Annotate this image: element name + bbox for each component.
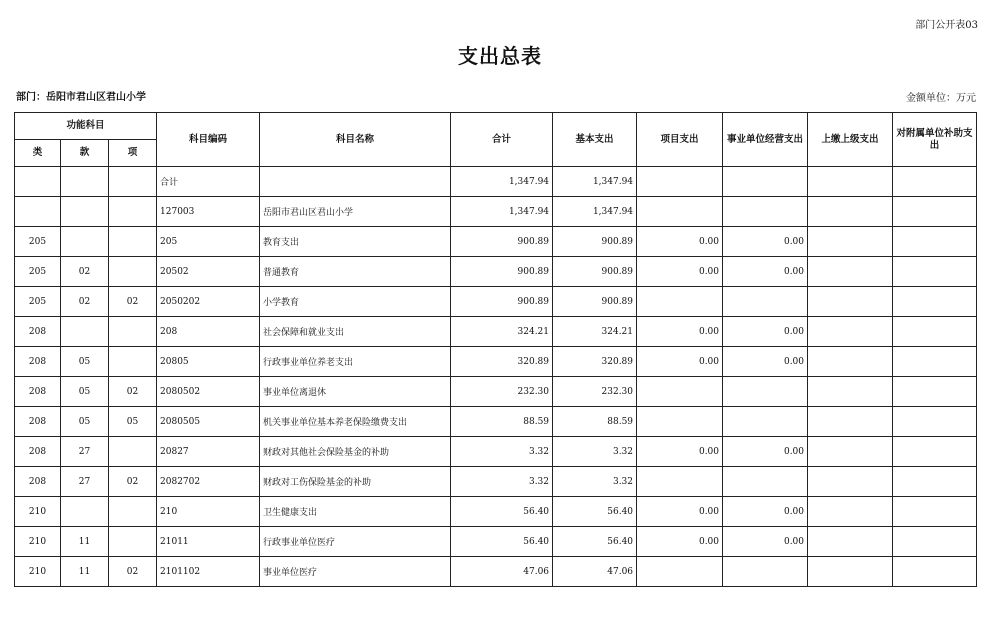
table-row bbox=[15, 557, 977, 587]
cell-biz: 0.00 bbox=[723, 437, 808, 467]
cell-basic: 1,347.94 bbox=[553, 197, 637, 227]
cell-name: 财政对其他社会保险基金的补助 bbox=[260, 437, 451, 467]
cell-kuan: 05 bbox=[61, 377, 109, 407]
cell-code: 205 bbox=[157, 227, 260, 257]
cell-basic: 47.06 bbox=[553, 557, 637, 587]
cell-xiang: 05 bbox=[109, 407, 157, 437]
cell-lei: 210 bbox=[15, 497, 61, 527]
header-biz: 事业单位经营支出 bbox=[723, 113, 808, 167]
cell-upper bbox=[808, 497, 893, 527]
cell-kuan: 11 bbox=[61, 527, 109, 557]
cell-basic: 900.89 bbox=[553, 227, 637, 257]
cell-lei: 205 bbox=[15, 287, 61, 317]
cell-basic: 232.30 bbox=[553, 377, 637, 407]
cell-lei: 208 bbox=[15, 317, 61, 347]
cell-upper bbox=[808, 527, 893, 557]
cell-name: 岳阳市君山区君山小学 bbox=[260, 197, 451, 227]
cell-basic: 56.40 bbox=[553, 497, 637, 527]
cell-biz: 0.00 bbox=[723, 257, 808, 287]
cell-project: 0.00 bbox=[637, 317, 723, 347]
cell-code: 20502 bbox=[157, 257, 260, 287]
cell-total: 1,347.94 bbox=[451, 197, 553, 227]
cell-lei: 210 bbox=[15, 557, 61, 587]
cell-basic: 3.32 bbox=[553, 467, 637, 497]
cell-subsidy bbox=[893, 467, 977, 497]
cell-project: 0.00 bbox=[637, 227, 723, 257]
cell-name: 行政事业单位养老支出 bbox=[260, 347, 451, 377]
header-basic: 基本支出 bbox=[553, 113, 637, 167]
cell-upper bbox=[808, 557, 893, 587]
table-row bbox=[15, 257, 977, 287]
cell-xiang bbox=[109, 167, 157, 197]
table-row bbox=[15, 287, 977, 317]
cell-project: 0.00 bbox=[637, 437, 723, 467]
cell-code: 208 bbox=[157, 317, 260, 347]
table-row bbox=[15, 467, 977, 497]
cell-upper bbox=[808, 227, 893, 257]
cell-subsidy bbox=[893, 287, 977, 317]
cell-upper bbox=[808, 437, 893, 467]
cell-subsidy bbox=[893, 167, 977, 197]
cell-lei: 208 bbox=[15, 347, 61, 377]
header-lei: 类 bbox=[15, 140, 61, 167]
header-name: 科目名称 bbox=[260, 113, 451, 167]
header-upper: 上缴上级支出 bbox=[808, 113, 893, 167]
cell-project: 0.00 bbox=[637, 257, 723, 287]
cell-subsidy bbox=[893, 557, 977, 587]
cell-subsidy bbox=[893, 257, 977, 287]
expenditure-table bbox=[14, 112, 977, 587]
cell-lei: 205 bbox=[15, 227, 61, 257]
table-row bbox=[15, 527, 977, 557]
cell-kuan bbox=[61, 227, 109, 257]
cell-lei: 208 bbox=[15, 377, 61, 407]
cell-name: 事业单位离退休 bbox=[260, 377, 451, 407]
cell-upper bbox=[808, 407, 893, 437]
cell-lei bbox=[15, 197, 61, 227]
cell-xiang bbox=[109, 527, 157, 557]
cell-kuan: 05 bbox=[61, 347, 109, 377]
cell-subsidy bbox=[893, 347, 977, 377]
cell-lei: 208 bbox=[15, 467, 61, 497]
cell-project bbox=[637, 197, 723, 227]
cell-project: 0.00 bbox=[637, 527, 723, 557]
cell-xiang: 02 bbox=[109, 467, 157, 497]
cell-upper bbox=[808, 317, 893, 347]
header-total: 合计 bbox=[451, 113, 553, 167]
table-row bbox=[15, 167, 977, 197]
cell-name: 小学教育 bbox=[260, 287, 451, 317]
cell-total: 900.89 bbox=[451, 227, 553, 257]
cell-upper bbox=[808, 377, 893, 407]
cell-kuan: 27 bbox=[61, 467, 109, 497]
form-number: 部门公开表03 bbox=[915, 20, 978, 31]
cell-basic: 320.89 bbox=[553, 347, 637, 377]
cell-xiang bbox=[109, 257, 157, 287]
cell-biz: 0.00 bbox=[723, 527, 808, 557]
cell-subsidy bbox=[893, 437, 977, 467]
cell-total: 900.89 bbox=[451, 257, 553, 287]
cell-xiang: 02 bbox=[109, 377, 157, 407]
cell-subsidy bbox=[893, 497, 977, 527]
table-row bbox=[15, 197, 977, 227]
cell-basic: 900.89 bbox=[553, 257, 637, 287]
cell-subsidy bbox=[893, 317, 977, 347]
cell-kuan bbox=[61, 317, 109, 347]
cell-code: 127003 bbox=[157, 197, 260, 227]
cell-name: 财政对工伤保险基金的补助 bbox=[260, 467, 451, 497]
header-subsidy: 对附属单位补助支出 bbox=[893, 113, 977, 167]
table-row bbox=[15, 227, 977, 257]
cell-kuan: 27 bbox=[61, 437, 109, 467]
cell-project: 0.00 bbox=[637, 497, 723, 527]
cell-upper bbox=[808, 197, 893, 227]
cell-name: 卫生健康支出 bbox=[260, 497, 451, 527]
cell-biz bbox=[723, 377, 808, 407]
cell-biz bbox=[723, 167, 808, 197]
cell-code: 合计 bbox=[157, 167, 260, 197]
cell-total: 47.06 bbox=[451, 557, 553, 587]
cell-total: 1,347.94 bbox=[451, 167, 553, 197]
cell-biz bbox=[723, 197, 808, 227]
cell-lei: 208 bbox=[15, 437, 61, 467]
header-kuan: 款 bbox=[61, 140, 109, 167]
cell-xiang bbox=[109, 197, 157, 227]
cell-kuan bbox=[61, 197, 109, 227]
table-row bbox=[15, 497, 977, 527]
table-row bbox=[15, 437, 977, 467]
cell-project bbox=[637, 287, 723, 317]
cell-total: 3.32 bbox=[451, 437, 553, 467]
cell-code: 210 bbox=[157, 497, 260, 527]
cell-code: 2082702 bbox=[157, 467, 260, 497]
cell-kuan: 05 bbox=[61, 407, 109, 437]
cell-total: 56.40 bbox=[451, 527, 553, 557]
cell-kuan bbox=[61, 497, 109, 527]
cell-code: 2080502 bbox=[157, 377, 260, 407]
cell-kuan bbox=[61, 167, 109, 197]
cell-xiang bbox=[109, 227, 157, 257]
cell-project bbox=[637, 167, 723, 197]
header-project: 项目支出 bbox=[637, 113, 723, 167]
cell-kuan: 11 bbox=[61, 557, 109, 587]
cell-lei: 208 bbox=[15, 407, 61, 437]
cell-subsidy bbox=[893, 377, 977, 407]
cell-basic: 900.89 bbox=[553, 287, 637, 317]
cell-xiang bbox=[109, 497, 157, 527]
cell-basic: 324.21 bbox=[553, 317, 637, 347]
cell-basic: 3.32 bbox=[553, 437, 637, 467]
cell-total: 320.89 bbox=[451, 347, 553, 377]
cell-biz bbox=[723, 467, 808, 497]
cell-biz bbox=[723, 287, 808, 317]
cell-subsidy bbox=[893, 527, 977, 557]
cell-upper bbox=[808, 257, 893, 287]
cell-upper bbox=[808, 347, 893, 377]
cell-lei: 205 bbox=[15, 257, 61, 287]
cell-xiang bbox=[109, 347, 157, 377]
table-row bbox=[15, 377, 977, 407]
table-row bbox=[15, 317, 977, 347]
cell-xiang bbox=[109, 317, 157, 347]
cell-code: 20805 bbox=[157, 347, 260, 377]
cell-name: 教育支出 bbox=[260, 227, 451, 257]
cell-biz: 0.00 bbox=[723, 497, 808, 527]
table-body bbox=[15, 167, 977, 587]
cell-subsidy bbox=[893, 407, 977, 437]
cell-biz: 0.00 bbox=[723, 347, 808, 377]
header-func-subject: 功能科目 bbox=[15, 113, 157, 140]
cell-lei bbox=[15, 167, 61, 197]
cell-name bbox=[260, 167, 451, 197]
cell-biz bbox=[723, 557, 808, 587]
cell-upper bbox=[808, 287, 893, 317]
cell-name: 事业单位医疗 bbox=[260, 557, 451, 587]
cell-biz: 0.00 bbox=[723, 317, 808, 347]
cell-name: 普通教育 bbox=[260, 257, 451, 287]
cell-kuan: 02 bbox=[61, 287, 109, 317]
cell-total: 900.89 bbox=[451, 287, 553, 317]
cell-basic: 56.40 bbox=[553, 527, 637, 557]
cell-name: 行政事业单位医疗 bbox=[260, 527, 451, 557]
cell-total: 56.40 bbox=[451, 497, 553, 527]
cell-code: 2101102 bbox=[157, 557, 260, 587]
cell-upper bbox=[808, 467, 893, 497]
amount-unit-label: 金额单位：万元 bbox=[906, 93, 976, 104]
cell-total: 3.32 bbox=[451, 467, 553, 497]
table-row bbox=[15, 347, 977, 377]
cell-biz bbox=[723, 407, 808, 437]
cell-lei: 210 bbox=[15, 527, 61, 557]
cell-xiang: 02 bbox=[109, 557, 157, 587]
table-row bbox=[15, 407, 977, 437]
cell-code: 2080505 bbox=[157, 407, 260, 437]
cell-xiang: 02 bbox=[109, 287, 157, 317]
cell-total: 88.59 bbox=[451, 407, 553, 437]
cell-project: 0.00 bbox=[637, 347, 723, 377]
cell-biz: 0.00 bbox=[723, 227, 808, 257]
cell-xiang bbox=[109, 437, 157, 467]
header-code: 科目编码 bbox=[157, 113, 260, 167]
cell-total: 232.30 bbox=[451, 377, 553, 407]
cell-code: 20827 bbox=[157, 437, 260, 467]
department-label: 部门：岳阳市君山区君山小学 bbox=[16, 92, 146, 103]
page-title: 支出总表 bbox=[458, 44, 542, 68]
cell-project bbox=[637, 557, 723, 587]
cell-basic: 88.59 bbox=[553, 407, 637, 437]
cell-kuan: 02 bbox=[61, 257, 109, 287]
cell-upper bbox=[808, 167, 893, 197]
cell-name: 社会保障和就业支出 bbox=[260, 317, 451, 347]
cell-subsidy bbox=[893, 227, 977, 257]
cell-subsidy bbox=[893, 197, 977, 227]
cell-basic: 1,347.94 bbox=[553, 167, 637, 197]
cell-name: 机关事业单位基本养老保险缴费支出 bbox=[260, 407, 451, 437]
header-xiang: 项 bbox=[109, 140, 157, 167]
cell-code: 2050202 bbox=[157, 287, 260, 317]
cell-code: 21011 bbox=[157, 527, 260, 557]
cell-project bbox=[637, 467, 723, 497]
cell-project bbox=[637, 377, 723, 407]
cell-total: 324.21 bbox=[451, 317, 553, 347]
cell-project bbox=[637, 407, 723, 437]
